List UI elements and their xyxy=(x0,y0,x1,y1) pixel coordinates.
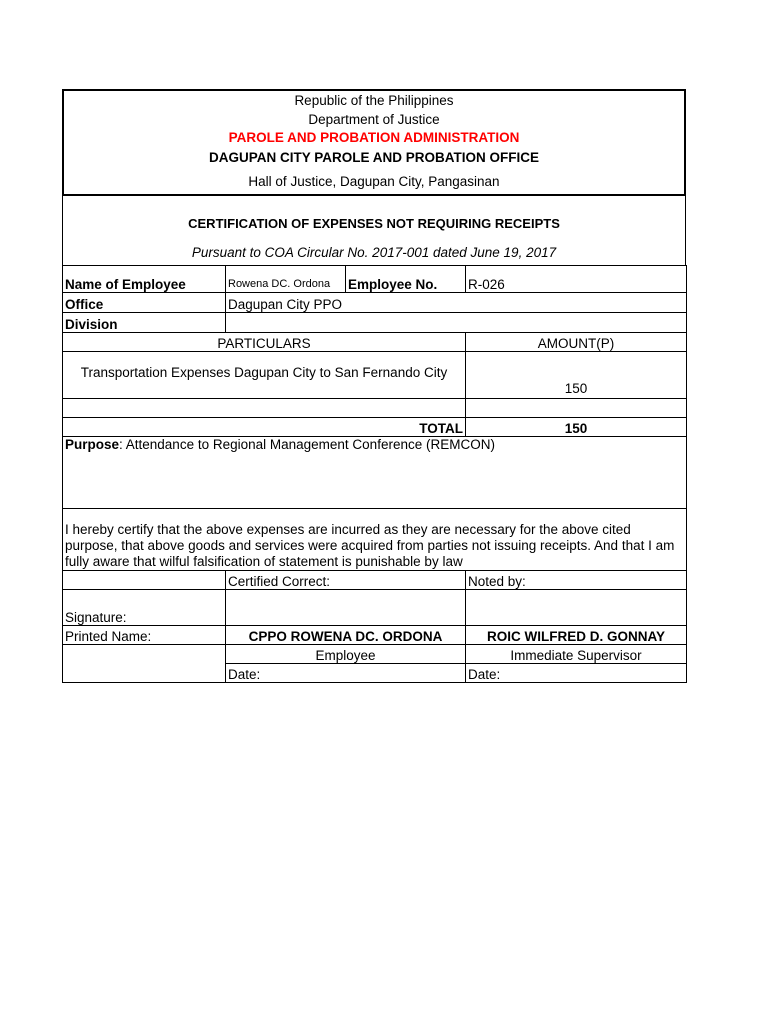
total-value: 150 xyxy=(466,418,687,437)
expense-row xyxy=(63,352,687,399)
printed-name-label: Printed Name: xyxy=(63,626,226,645)
signatory-labels-row xyxy=(63,571,687,590)
employee-printed-name: CPPO ROWENA DC. ORDONA xyxy=(226,626,466,645)
amount-header: AMOUNT(P) xyxy=(466,333,687,352)
form-table xyxy=(62,265,687,683)
employee-name-row xyxy=(63,266,687,293)
expense-particular: Transportation Expenses Dagupan City to San Fernando City xyxy=(63,352,466,399)
employee-name-value: Rowena DC. Ordona xyxy=(226,266,346,293)
total-row xyxy=(63,418,687,437)
signature-label: Signature: xyxy=(63,590,226,626)
employee-no-value: R-026 xyxy=(466,266,687,293)
employee-no-label: Employee No. xyxy=(346,266,466,293)
total-label: TOTAL xyxy=(63,418,466,437)
purpose-label: Purpose xyxy=(65,437,120,452)
empty-cell-b xyxy=(63,645,226,683)
employee-name-label: Name of Employee xyxy=(63,266,226,293)
certification-row xyxy=(63,509,687,571)
division-label: Division xyxy=(63,313,226,333)
office-value: Dagupan City PPO xyxy=(226,293,687,313)
blank-particular xyxy=(63,399,466,418)
header-address: Hall of Justice, Dagupan City, Pangasinan xyxy=(248,174,500,189)
employee-signature-box xyxy=(226,590,466,626)
purpose-text: : Attendance to Regional Management Conference (REMCON) xyxy=(119,437,495,452)
noted-by-label: Noted by: xyxy=(466,571,687,590)
header-republic: Republic of the Philippines xyxy=(294,93,454,108)
purpose-cell xyxy=(63,437,687,509)
blank-expense-row xyxy=(63,399,687,418)
certificate-subtitle: Pursuant to COA Circular No. 2017-001 dated June 19, 2017 xyxy=(191,245,557,260)
empty-cell-a xyxy=(63,571,226,590)
supervisor-role: Immediate Supervisor xyxy=(466,645,687,664)
header-department: Department of Justice xyxy=(308,112,440,127)
certificate-title: CERTIFICATION OF EXPENSES NOT REQUIRING RECEIPTS xyxy=(188,216,560,231)
certificate-heading xyxy=(62,196,686,265)
supervisor-printed-name: ROIC WILFRED D. GONNAY xyxy=(466,626,687,645)
expense-amount: 150 xyxy=(466,352,687,399)
division-row xyxy=(63,313,687,333)
supervisor-signature-box xyxy=(466,590,687,626)
letterhead xyxy=(62,89,686,196)
division-value xyxy=(226,313,687,333)
signature-row xyxy=(63,590,687,626)
role-row xyxy=(63,645,687,664)
certified-correct-label: Certified Correct: xyxy=(226,571,466,590)
printed-name-row xyxy=(63,626,687,645)
header-agency: PAROLE AND PROBATION ADMINISTRATION xyxy=(228,130,520,145)
particulars-header: PARTICULARS xyxy=(63,333,466,352)
certification-form xyxy=(62,89,686,683)
expenses-header-row xyxy=(63,333,687,352)
office-label: Office xyxy=(63,293,226,313)
employee-date-label: Date: xyxy=(226,664,466,683)
office-row xyxy=(63,293,687,313)
purpose-row xyxy=(63,437,687,509)
employee-role: Employee xyxy=(226,645,466,664)
certification-text: I hereby certify that the above expenses are incurred as they are necessary for the above cited purpose, that above goods and services were acquired from parties not issuing receipts. And that I am fully aware that wilful falsification of statement is punishable by law xyxy=(63,509,687,571)
supervisor-date-label: Date: xyxy=(466,664,687,683)
blank-amount xyxy=(466,399,687,418)
header-office: DAGUPAN CITY PAROLE AND PROBATION OFFICE xyxy=(208,150,539,165)
